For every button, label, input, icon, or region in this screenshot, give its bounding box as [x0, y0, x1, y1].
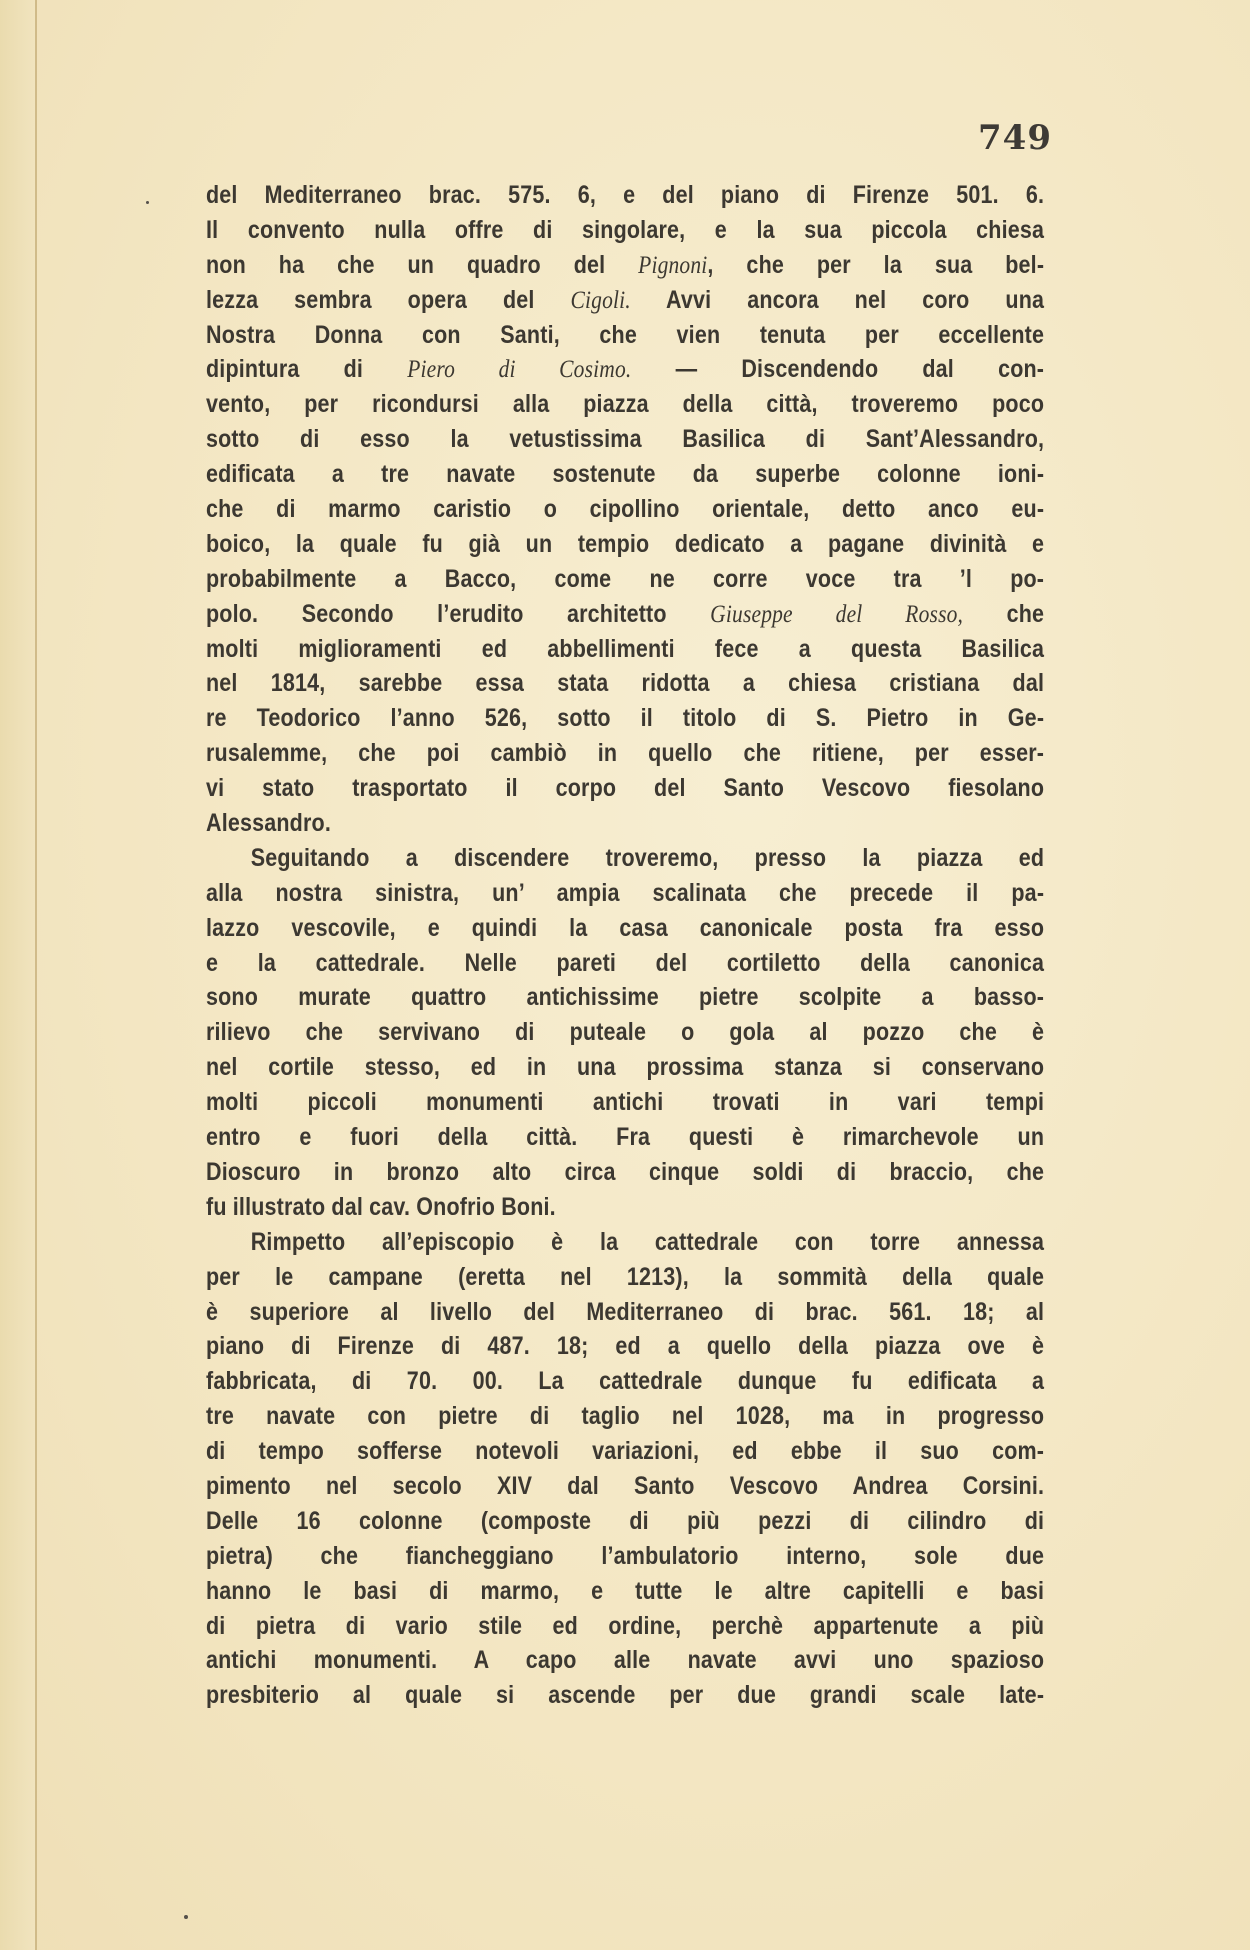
text-line	[206, 1015, 1044, 1050]
ink-speck	[184, 1915, 188, 1919]
line-text: di tempo sofferse notevoli variazioni, ed ebbe il suo com-	[206, 1437, 1045, 1466]
text-line	[206, 771, 1044, 806]
line-text: e la cattedrale. Nelle pareti del cortiletto della canonica	[206, 948, 1045, 977]
text-line	[206, 736, 1044, 771]
line-text: dipintura di	[206, 355, 408, 384]
text-line	[206, 318, 1044, 353]
line-text: entro e fuori della città. Fra questi è rimarchevole un	[206, 1123, 1045, 1152]
text-line	[206, 1260, 1044, 1295]
text-line	[206, 248, 1044, 283]
line-text: per le campane (eretta nel 1213), la sommità della quale	[206, 1262, 1045, 1291]
line-text: hanno le basi di marmo, e tutte le altre capitelli e basi	[206, 1576, 1045, 1605]
line-text: pimento nel secolo XIV dal Santo Vescovo Andrea Corsini.	[206, 1471, 1045, 1500]
text-line	[206, 492, 1044, 527]
line-text: lezza sembra opera del	[206, 285, 571, 314]
line-text: di pietra di vario stile ed ordine, perchè appartenute a più	[206, 1611, 1045, 1640]
text-line	[206, 1295, 1044, 1330]
text-line	[206, 422, 1044, 457]
line-text: Delle 16 colonne (composte di più pezzi di cilindro di	[206, 1506, 1045, 1535]
line-text: lazzo vescovile, e quindi la casa canonicale posta fra esso	[206, 913, 1045, 942]
line-text: nel 1814, sarebbe essa stata ridotta a chiesa cristiana dal	[206, 669, 1045, 698]
text-line	[206, 1678, 1044, 1713]
text-line	[206, 980, 1044, 1015]
text-line	[206, 1364, 1044, 1399]
line-text: che	[963, 599, 1045, 628]
italic-name: Cigoli.	[570, 286, 631, 314]
text-line	[206, 911, 1044, 946]
line-text: presbiterio al quale si ascende per due grandi scale late-	[206, 1681, 1045, 1710]
line-text: nel cortile stesso, ed in una prossima stanza si conservano	[206, 1053, 1045, 1082]
line-text: tre navate con pietre di taglio nel 1028, ma in progresso	[206, 1402, 1045, 1431]
text-line	[206, 701, 1044, 736]
text-line	[206, 946, 1044, 981]
text-line	[206, 527, 1044, 562]
line-text: Seguitando a discendere troveremo, presso la piazza ed	[250, 843, 1045, 872]
line-text: molti piccoli monumenti antichi trovati in vari tempi	[206, 1088, 1045, 1117]
text-line	[206, 1120, 1044, 1155]
line-text: re Teodorico l’anno 526, sotto il titolo di S. Pietro in Ge-	[206, 704, 1045, 733]
line-text: fu illustrato dal cav. Onofrio Boni.	[206, 1192, 556, 1221]
text-line	[206, 1085, 1044, 1120]
text-line	[206, 1504, 1044, 1539]
text-line	[206, 841, 1044, 876]
line-text: antichi monumenti. A capo alle navate avvi uno spazioso	[206, 1646, 1045, 1675]
line-text: Rimpetto all’episcopio è la cattedrale con torre annessa	[250, 1227, 1045, 1256]
text-line	[206, 1643, 1044, 1678]
line-text: pietra) che fiancheggiano l’ambulatorio interno, sole due	[206, 1541, 1045, 1570]
line-text: Il convento nulla offre di singolare, e la sua piccola chiesa	[206, 215, 1045, 244]
italic-name: Giuseppe del Rosso,	[710, 600, 964, 628]
line-text: — Discendendo dal con-	[631, 355, 1045, 384]
body-text	[206, 178, 1044, 1713]
line-text: sotto di esso la vetustissima Basilica di Sant’Alessandro,	[206, 425, 1045, 454]
text-line	[206, 1155, 1044, 1190]
binding-fold-line	[35, 0, 37, 1950]
text-line	[206, 352, 1044, 387]
italic-name: Piero di Cosimo.	[407, 356, 632, 384]
text-line	[206, 213, 1044, 248]
page-number: 749	[978, 118, 1052, 158]
text-line	[206, 178, 1044, 213]
italic-name: Pignoni	[638, 251, 708, 279]
line-text: sono murate quattro antichissime pietre scolpite a basso-	[206, 983, 1045, 1012]
text-line	[206, 283, 1044, 318]
text-line	[206, 1434, 1044, 1469]
text-line	[206, 1190, 1044, 1225]
line-text: Avvi ancora nel coro una	[630, 285, 1045, 314]
text-line	[206, 1050, 1044, 1085]
line-text: vento, per ricondursi alla piazza della città, troveremo poco	[206, 390, 1045, 419]
text-line	[206, 1609, 1044, 1644]
line-text: edificata a tre navate sostenute da superbe colonne ioni-	[206, 460, 1045, 489]
line-text: del Mediterraneo brac. 575. 6, e del piano di Firenze 501. 6.	[206, 181, 1045, 209]
line-text: Dioscuro in bronzo alto circa cinque soldi di braccio, che	[206, 1157, 1045, 1186]
text-line	[206, 597, 1044, 632]
text-line	[206, 1225, 1044, 1260]
text-line	[206, 666, 1044, 701]
line-text: Alessandro.	[206, 809, 331, 838]
text-line	[206, 632, 1044, 667]
line-text: molti miglioramenti ed abbellimenti fece a questa Basilica	[206, 634, 1045, 663]
text-line	[206, 1469, 1044, 1504]
line-text: è superiore al livello del Mediterraneo di brac. 561. 18; al	[206, 1297, 1045, 1326]
line-text: fabbricata, di 70. 00. La cattedrale dunque fu edificata a	[206, 1367, 1045, 1396]
text-line	[206, 1329, 1044, 1364]
text-line	[206, 387, 1044, 422]
text-line	[206, 1399, 1044, 1434]
line-text: polo. Secondo l’erudito architetto	[206, 599, 711, 628]
line-text: , che per la sua bel-	[707, 250, 1045, 279]
line-text: rusalemme, che poi cambiò in quello che ritiene, per esser-	[206, 739, 1045, 768]
line-text: non ha che un quadro del	[206, 250, 639, 279]
text-line	[206, 876, 1044, 911]
ink-speck	[146, 201, 149, 204]
text-line	[206, 1574, 1044, 1609]
text-line	[206, 1539, 1044, 1574]
line-text: piano di Firenze di 487. 18; ed a quello della piazza ove è	[206, 1332, 1045, 1361]
line-text: boico, la quale fu già un tempio dedicato a pagane divinità e	[206, 529, 1045, 558]
text-line	[206, 562, 1044, 597]
line-text: rilievo che servivano di puteale o gola al pozzo che è	[206, 1018, 1045, 1047]
binding-gutter	[0, 0, 36, 1950]
line-text: probabilmente a Bacco, come ne corre voce tra ’l po-	[206, 564, 1045, 593]
line-text: alla nostra sinistra, un’ ampia scalinata che precede il pa-	[206, 878, 1045, 907]
text-line	[206, 457, 1044, 492]
line-text: Nostra Donna con Santi, che vien tenuta per eccellente	[206, 320, 1045, 349]
text-line	[206, 806, 1044, 841]
line-text: che di marmo caristio o cipollino orientale, detto anco eu-	[206, 495, 1045, 524]
line-text: vi stato trasportato il corpo del Santo Vescovo fiesolano	[206, 774, 1045, 803]
